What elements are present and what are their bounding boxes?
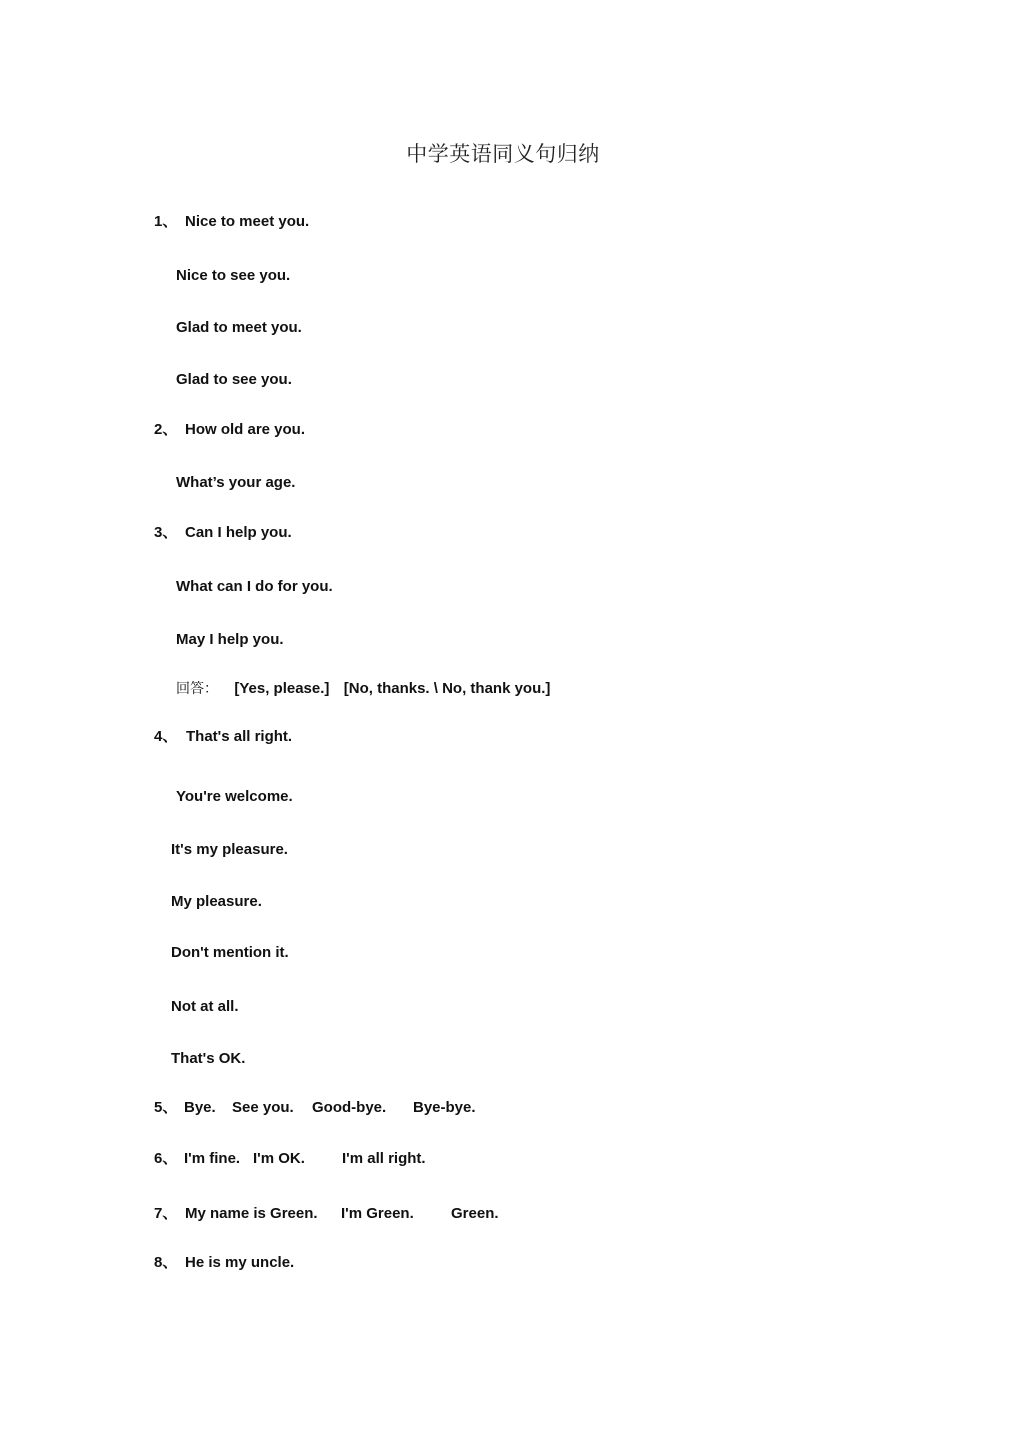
synonym-sentence: May I help you. [176, 631, 284, 648]
synonym-sentence: What can I do for you. [176, 578, 333, 595]
item-inline-synonym: Bye. [184, 1099, 216, 1116]
item-inline-synonym: Bye-bye. [413, 1099, 476, 1116]
synonym-sentence: It's my pleasure. [171, 841, 288, 858]
item-inline-synonym: I'm all right. [342, 1150, 426, 1167]
item-number: 8、 [154, 1254, 178, 1271]
item-number: 4、 [154, 728, 178, 745]
synonym-sentence: What’s your age. [176, 474, 296, 491]
item-inline-synonym: Good-bye. [312, 1099, 387, 1116]
item-main-sentence: Nice to meet you. [185, 213, 310, 230]
answer-row [176, 680, 550, 698]
item-number: 1、 [154, 213, 178, 230]
synonym-sentence: My pleasure. [171, 893, 262, 910]
item-inline-synonym: I'm OK. [253, 1150, 305, 1167]
item-inline-synonym: Green. [451, 1205, 499, 1222]
answer-positive: [Yes, please.] [234, 680, 330, 697]
item-number: 6、 [154, 1150, 178, 1167]
answer-negative: [No, thanks. \ No, thank you.] [343, 680, 551, 697]
item-main-sentence: How old are you. [185, 421, 306, 438]
synonym-sentence: Don't mention it. [171, 944, 289, 961]
item-main-sentence: That's all right. [186, 728, 293, 745]
synonym-sentence: You're welcome. [176, 788, 293, 805]
item-number: 2、 [154, 421, 178, 438]
page-title: 中学英语同义句归纳 [406, 142, 600, 166]
item-number: 3、 [154, 524, 178, 541]
item-main-sentence: He is my uncle. [185, 1254, 295, 1271]
item-inline-synonym: I'm Green. [341, 1205, 414, 1222]
synonym-sentence: Glad to see you. [176, 371, 292, 388]
item-number: 5、 [154, 1099, 178, 1116]
synonym-sentence: Nice to see you. [176, 267, 291, 284]
item-inline-synonym: My name is Green. [185, 1205, 318, 1222]
synonym-sentence: Glad to meet you. [176, 319, 302, 336]
item-inline-synonym: See you. [232, 1099, 294, 1116]
item-number: 7、 [154, 1205, 178, 1222]
synonym-sentence: That's OK. [171, 1050, 246, 1067]
item-main-sentence: Can I help you. [185, 524, 292, 541]
answer-label: 回答： [176, 681, 218, 697]
synonym-sentence: Not at all. [171, 998, 239, 1015]
item-inline-synonym: I'm fine. [184, 1150, 241, 1167]
